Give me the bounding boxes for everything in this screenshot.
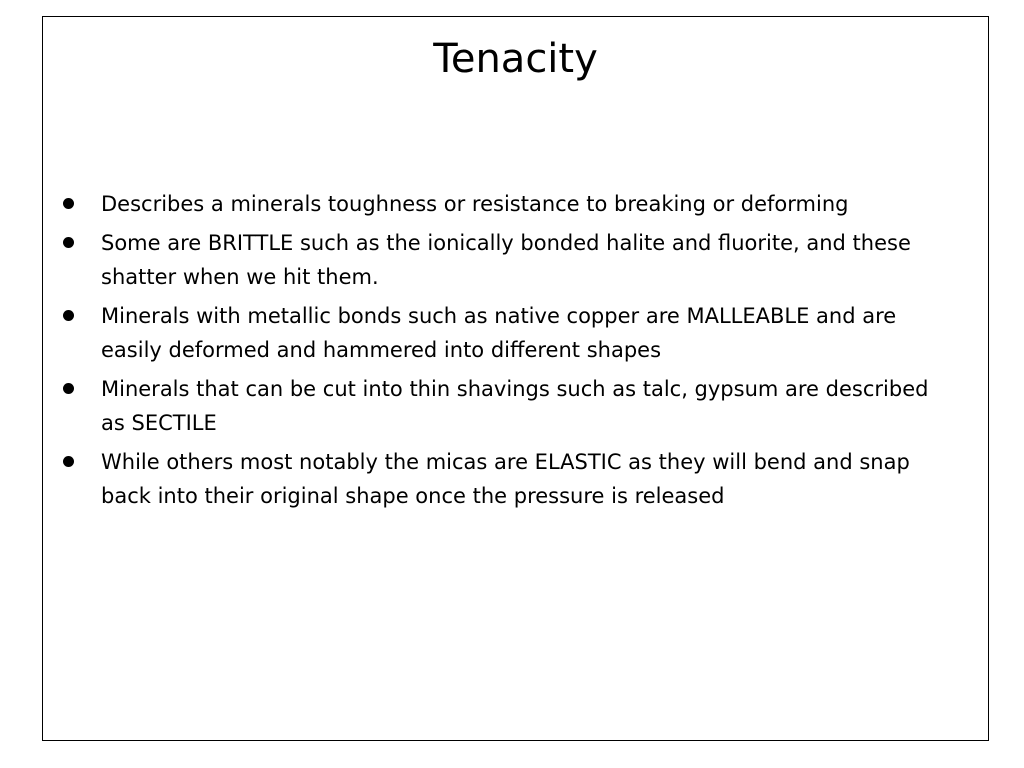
bullet-list	[61, 187, 941, 518]
bullet-text: Minerals that can be cut into thin shavings such as talc, gypsum are described as SECTILE	[101, 377, 929, 435]
bullet-item	[61, 299, 941, 367]
bullet-text: Describes a minerals toughness or resistance to breaking or deforming	[101, 192, 849, 216]
bullet-dot-icon	[63, 310, 74, 321]
bullet-item	[61, 372, 941, 440]
bullet-text: Some are BRITTLE such as the ionically bonded halite and fluorite, and these shatter when we hit them.	[101, 231, 911, 289]
bullet-item	[61, 187, 941, 221]
slide-title: Tenacity	[433, 36, 598, 82]
slide	[42, 16, 989, 741]
bullet-text: While others most notably the micas are ELASTIC as they will bend and snap back into their original shape once the pressure is released	[101, 450, 910, 508]
bullet-item	[61, 445, 941, 513]
bullet-dot-icon	[63, 237, 74, 248]
bullet-item	[61, 226, 941, 294]
bullet-dot-icon	[63, 456, 74, 467]
bullet-text: Minerals with metallic bonds such as native copper are MALLEABLE and are easily deformed and hammered into different shapes	[101, 304, 897, 362]
bullet-dot-icon	[63, 383, 74, 394]
bullet-dot-icon	[63, 198, 74, 209]
